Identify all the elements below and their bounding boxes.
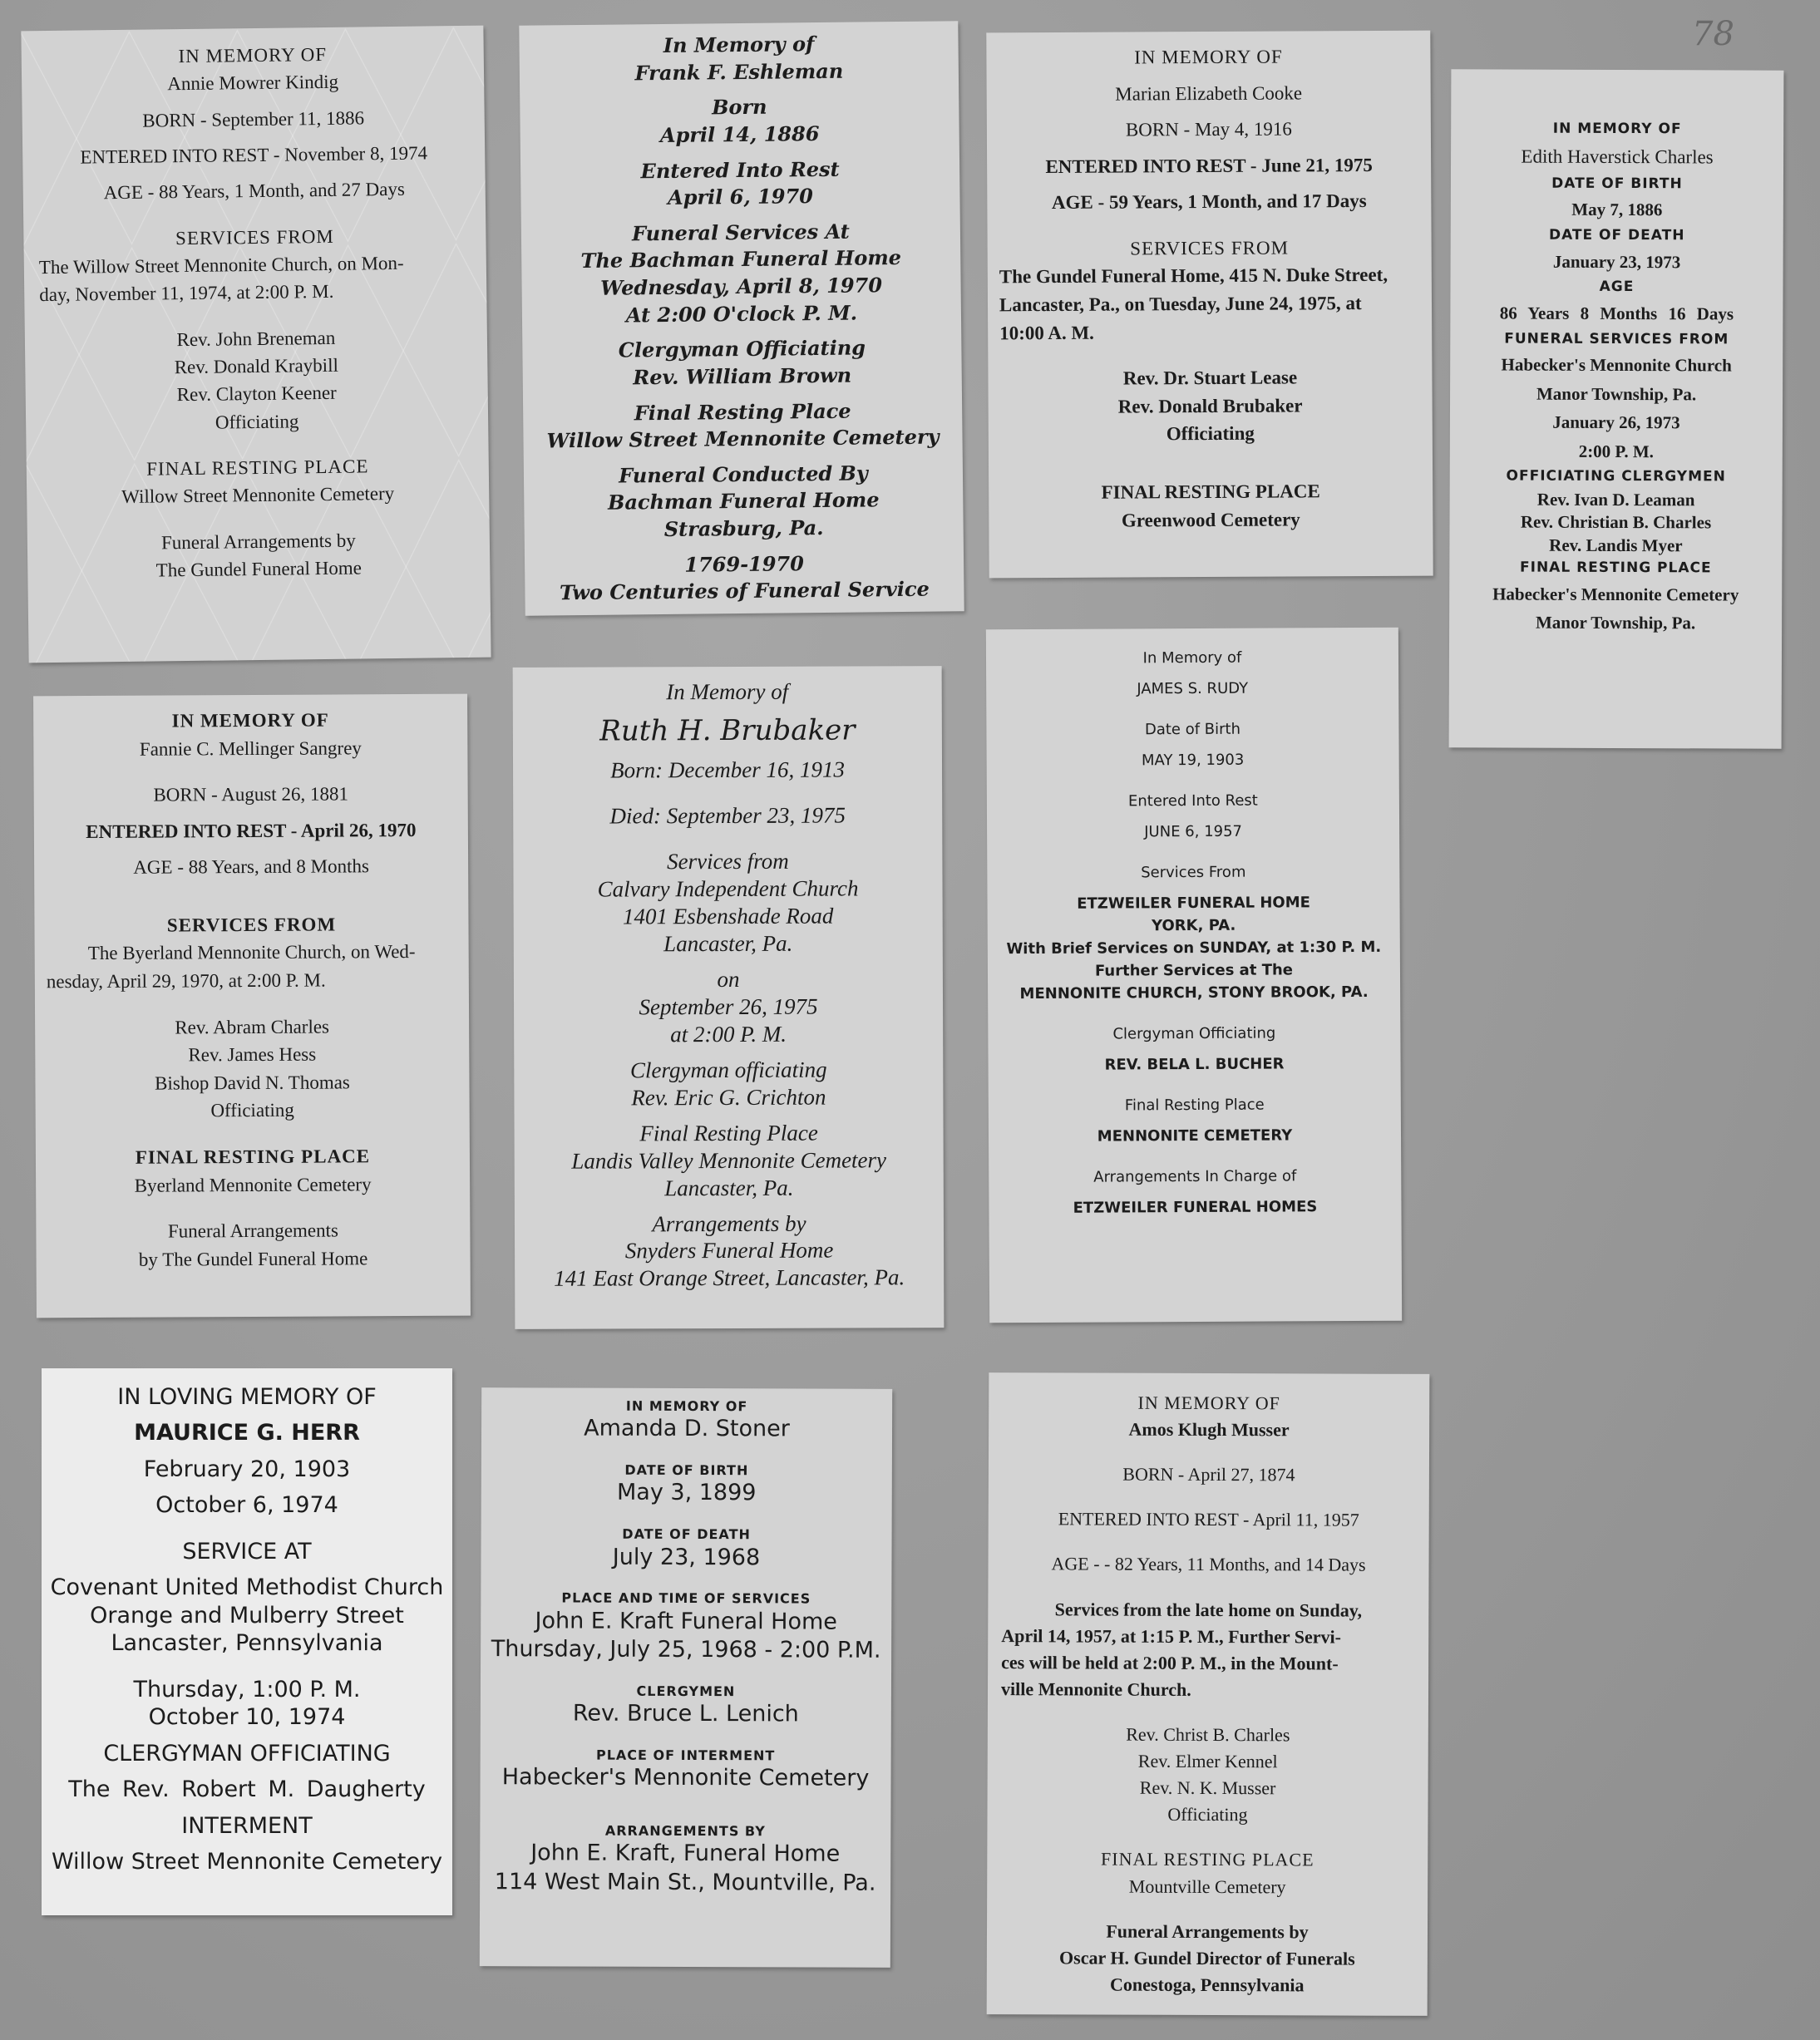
arrangements-label: Arrangements by (652, 1210, 806, 1236)
services-text: The Bachman Funeral Home (580, 245, 902, 273)
services-text: April 14, 1957, at 1:15 P. M., Further Servi- (1001, 1624, 1342, 1648)
clergy-name: Rev. Clayton Keener (176, 382, 337, 406)
services-heading: Services From (1141, 863, 1246, 882)
funeral-home-location: Conestoga, Pennsylvania (1109, 1973, 1305, 1996)
clergy-name: REV. BELA L. BUCHER (1104, 1055, 1285, 1074)
services-heading: SERVICES FROM (1130, 237, 1290, 259)
deceased-name: MAURICE G. HERR (134, 1420, 360, 1446)
memorial-card-charles (1449, 69, 1784, 748)
funeral-home: Snyders Funeral Home (624, 1238, 834, 1264)
services-text: 1401 Esbenshade Road (622, 903, 834, 929)
services-text: ces will be held at 2:00 P. M., in the Mount- (1001, 1651, 1339, 1674)
deceased-name: JAMES S. RUDY (1137, 679, 1249, 698)
funeral-home: by The Gundel Funeral Home (138, 1247, 368, 1270)
card-heading: IN MEMORY OF (178, 43, 328, 67)
services-text: Habecker's Mennonite Church (1501, 354, 1732, 376)
clergy-name: Rev. Dr. Stuart Lease (1122, 367, 1298, 389)
resting-place: Habecker's Mennonite Cemetery (1492, 584, 1739, 605)
deceased-name: Amos Klugh Musser (1128, 1418, 1290, 1441)
clergy-name: Rev. N. K. Musser (1139, 1776, 1276, 1799)
services-text: nesday, April 29, 1970, at 2:00 P. M. (46, 969, 326, 993)
clergy-heading: CLERGYMAN OFFICIATING (103, 1740, 391, 1767)
services-text: at 2:00 P. M. (670, 1021, 787, 1047)
memorial-card-kindig (21, 26, 491, 663)
memorial-card-cooke (986, 31, 1433, 579)
services-text: ETZWEILER FUNERAL HOME (1077, 894, 1310, 913)
death-date: ENTERED INTO REST - June 21, 1975 (1045, 154, 1373, 177)
resting-heading: FINAL RESTING PLACE (1101, 480, 1320, 503)
resting-place: Mountville Cemetery (1128, 1875, 1286, 1897)
services-date: October 10, 1974 (148, 1704, 346, 1731)
clergy-name: Rev. Christian B. Charles (1520, 511, 1712, 533)
resting-place: Habecker's Mennonite Cemetery (501, 1764, 870, 1791)
clergy-name: The Rev. Robert M. Daugherty (68, 1776, 426, 1803)
services-text: The Gundel Funeral Home, 415 N. Duke Street, (999, 264, 1388, 288)
memorial-card-herr (42, 1368, 452, 1915)
services-heading: SERVICE AT (182, 1538, 312, 1564)
services-text: Lancaster, Pennsylvania (111, 1630, 383, 1657)
resting-place: Byerland Mennonite Cemetery (134, 1173, 372, 1196)
card-heading: IN MEMORY OF (1137, 1392, 1280, 1414)
memorial-card-brubaker (513, 666, 945, 1329)
services-text: day, November 11, 1974, at 2:00 P. M. (39, 281, 334, 306)
services-text: Lancaster, Pa. (663, 930, 793, 957)
clergy-name: Rev. Eric G. Crichton (631, 1084, 826, 1111)
services-text: With Brief Services on SUNDAY, at 1:30 P. M. (1006, 938, 1382, 958)
resting-place: Willow Street Mennonite Cemetery (121, 483, 395, 508)
resting-heading: FINAL RESTING PLACE (135, 1146, 371, 1168)
arrangements-heading: ARRANGEMENTS BY (604, 1822, 766, 1839)
death-date: ENTERED INTO REST - November 8, 1974 (80, 142, 428, 168)
funeral-home-location: Strasburg, Pa. (663, 515, 824, 541)
rest-label: Entered Into Rest (640, 156, 840, 183)
clergy-name: Rev. John Breneman (176, 327, 336, 350)
resting-place: MENNONITE CEMETERY (1097, 1126, 1293, 1146)
services-text: 10:00 A. M. (999, 322, 1094, 343)
death-date: January 23, 1973 (1552, 251, 1681, 273)
services-text: The Byerland Mennonite Church, on Wed- (87, 941, 416, 964)
deceased-name: Ruth H. Brubaker (599, 713, 856, 748)
services-time: Thursday, 1:00 P. M. (133, 1676, 361, 1702)
clergy-name: Rev. James Hess (188, 1043, 317, 1066)
born-label: Born (711, 94, 767, 120)
funeral-home: Oscar H. Gundel Director of Funerals (1059, 1947, 1355, 1969)
funeral-home: Bachman Funeral Home (607, 487, 880, 515)
anniversary-years: 1769-1970 (684, 550, 805, 577)
birth-date: May 7, 1886 (1571, 200, 1663, 220)
resting-heading: Final Resting Place (634, 398, 851, 425)
death-date: Died: September 23, 1975 (609, 802, 846, 829)
card-heading: IN MEMORY OF (1552, 120, 1682, 138)
clergy-name: Rev. Donald Kraybill (174, 354, 339, 378)
birth-date: April 14, 1886 (659, 121, 820, 147)
services-heading: PLACE AND TIME OF SERVICES (561, 1589, 811, 1607)
card-heading: IN MEMORY OF (171, 709, 329, 732)
clergy-name: Bishop David N. Thomas (155, 1072, 350, 1094)
age: AGE - 59 Years, 1 Month, and 17 Days (1051, 190, 1367, 214)
memorial-card-rudy (986, 628, 1402, 1323)
deceased-name: Annie Mowrer Kindig (167, 71, 339, 95)
services-heading: Funeral Services At (631, 219, 850, 246)
clergy-heading: CLERGYMEN (636, 1683, 736, 1699)
birth-date: BORN - August 26, 1881 (153, 783, 348, 806)
card-heading: In Memory of (666, 678, 789, 705)
officiating-label: Officiating (215, 411, 299, 433)
clergy-heading: Clergyman Officiating (1112, 1024, 1276, 1043)
services-heading: SERVICES FROM (166, 914, 337, 936)
death-date: October 6, 1974 (155, 1492, 338, 1519)
age-heading: AGE (1599, 278, 1635, 296)
deceased-name: Marian Elizabeth Cooke (1115, 81, 1303, 105)
resting-heading: FINAL RESTING PLACE (146, 456, 369, 480)
memorial-card-stoner (480, 1387, 892, 1968)
birth-date: May 3, 1899 (616, 1480, 757, 1506)
arrangements-label: Funeral Arrangements (167, 1220, 338, 1242)
dod-heading: DATE OF DEATH (622, 1525, 751, 1543)
memorial-card-eshleman (519, 21, 964, 615)
clergy-name: Rev. Bruce L. Lenich (572, 1700, 799, 1727)
clergy-heading: Clergyman officiating (629, 1057, 827, 1083)
officiating-label: Officiating (210, 1100, 294, 1121)
services-text: Calvary Independent Church (597, 875, 859, 902)
clergy-name: Rev. Ivan D. Leaman (1536, 489, 1695, 510)
services-heading: SERVICES FROM (175, 225, 334, 249)
arrangements-label: Funeral Conducted By (619, 461, 868, 488)
services-heading: FUNERAL SERVICES FROM (1504, 330, 1729, 348)
deceased-name: Edith Haverstick Charles (1521, 145, 1714, 168)
card-heading: IN MEMORY OF (625, 1397, 748, 1415)
resting-place-location: Lancaster, Pa. (664, 1175, 794, 1200)
age: AGE - - 82 Years, 11 Months, and 14 Days (1051, 1553, 1366, 1576)
clergy-name: Rev. Elmer Kennel (1137, 1750, 1278, 1772)
resting-heading: FINAL RESTING PLACE (1520, 559, 1712, 577)
card-heading: In Memory of (663, 32, 815, 57)
death-date: ENTERED INTO REST - April 11, 1957 (1058, 1508, 1359, 1530)
resting-place: Willow Street Mennonite Cemetery (546, 424, 940, 453)
death-date: ENTERED INTO REST - April 26, 1970 (86, 819, 417, 842)
memorial-card-sangrey (33, 694, 471, 1318)
funeral-home: ETZWEILER FUNERAL HOMES (1073, 1198, 1318, 1217)
deceased-name: Amanda D. Stoner (584, 1416, 790, 1442)
services-heading: Services from (667, 849, 789, 875)
funeral-home: John E. Kraft, Funeral Home (530, 1840, 841, 1867)
services-text: Lancaster, Pa., on Tuesday, June 24, 1975, at (999, 293, 1362, 316)
death-date: July 23, 1968 (612, 1544, 761, 1570)
dod-heading: DATE OF DEATH (1548, 226, 1685, 244)
card-heading: In Memory of (1142, 648, 1242, 668)
interment-heading: INTERMENT (181, 1812, 313, 1839)
birth-date: February 20, 1903 (143, 1456, 351, 1482)
services-text: The Willow Street Mennonite Church, on Mon- (38, 252, 404, 278)
deceased-name: Fannie C. Mellinger Sangrey (139, 737, 362, 760)
age: AGE - 88 Years, and 8 Months (133, 855, 370, 879)
clergy-name: Rev. William Brown (633, 362, 852, 390)
funeral-home: The Gundel Funeral Home (155, 557, 363, 581)
resting-place-location: Manor Township, Pa. (1535, 612, 1696, 633)
dob-heading: Date of Birth (1144, 720, 1241, 739)
birth-date: BORN - September 11, 1886 (142, 107, 365, 131)
services-text: Orange and Mulberry Street (90, 1602, 404, 1629)
death-date: JUNE 6, 1957 (1144, 822, 1243, 841)
deceased-name: Frank F. Eshleman (634, 58, 844, 85)
resting-place: Greenwood Cemetery (1121, 508, 1300, 531)
dob-heading: DATE OF BIRTH (624, 1461, 749, 1479)
arrangements-label: Arrangements In Charge of (1093, 1167, 1297, 1186)
services-text: Manor Township, Pa. (1536, 383, 1697, 405)
funeral-home-address: 114 West Main St., Mountville, Pa. (494, 1868, 876, 1896)
birth-date: BORN - May 4, 1916 (1125, 118, 1292, 140)
services-text: January 26, 1973 (1552, 412, 1680, 433)
services-text: on (717, 966, 740, 993)
arrangements-label: Funeral Arrangements by (1106, 1920, 1309, 1943)
resting-place: Landis Valley Mennonite Cemetery (571, 1146, 887, 1174)
services-text: YORK, PA. (1152, 916, 1236, 935)
services-text: September 26, 1975 (639, 993, 818, 1020)
memorial-card-musser (987, 1372, 1430, 2016)
page-number: 78 (1692, 15, 1734, 53)
services-text: Services from the late home on Sunday, (1054, 1598, 1363, 1621)
officiating-label: Officiating (1167, 1804, 1248, 1826)
age: AGE - 88 Years, 1 Month, and 27 Days (103, 179, 405, 204)
clergy-name: Rev. Abram Charles (175, 1016, 330, 1038)
resting-heading: FINAL RESTING PLACE (1100, 1848, 1314, 1870)
clergy-name: Rev. Donald Brubaker (1117, 395, 1303, 417)
services-text: MENNONITE CHURCH, STONY BROOK, PA. (1019, 983, 1369, 1003)
services-text: John E. Kraft Funeral Home (535, 1607, 837, 1635)
services-text: Thursday, July 25, 1968 - 2:00 P.M. (491, 1636, 881, 1663)
age: 86 Years 8 Months 16 Days (1499, 303, 1734, 324)
resting-heading: Final Resting Place (1124, 1096, 1265, 1115)
resting-heading: Final Resting Place (639, 1120, 818, 1146)
arrangements-label: Funeral Arrangements by (160, 530, 356, 554)
clergy-heading: OFFICIATING CLERGYMEN (1506, 467, 1726, 485)
dob-heading: DATE OF BIRTH (1551, 175, 1683, 192)
services-text: Further Services at The (1094, 961, 1294, 980)
services-text: At 2:00 O'clock P. M. (625, 300, 858, 328)
anniversary-text: Two Centuries of Funeral Service (559, 576, 930, 605)
rest-heading: Entered Into Rest (1127, 791, 1258, 811)
death-date: April 6, 1970 (667, 184, 814, 210)
officiating-label: Officiating (1166, 423, 1255, 445)
birth-date: Born: December 16, 1913 (610, 756, 846, 783)
clergy-name: Rev. Landis Myer (1549, 535, 1683, 555)
services-text: ville Mennonite Church. (1000, 1678, 1191, 1700)
clergy-heading: Clergyman Officiating (618, 335, 866, 362)
services-text: Covenant United Methodist Church (50, 1574, 444, 1601)
clergy-name: Rev. Christ B. Charles (1126, 1723, 1290, 1746)
funeral-home-address: 141 East Orange Street, Lancaster, Pa. (554, 1264, 905, 1292)
birth-date: MAY 19, 1903 (1141, 751, 1245, 770)
card-heading: IN LOVING MEMORY OF (117, 1384, 377, 1410)
services-text: Wednesday, April 8, 1970 (600, 273, 883, 300)
card-heading: IN MEMORY OF (1134, 46, 1283, 68)
resting-place: Willow Street Mennonite Cemetery (51, 1849, 443, 1875)
interment-heading: PLACE OF INTERMENT (595, 1747, 776, 1764)
services-text: 2:00 P. M. (1578, 441, 1654, 461)
birth-date: BORN - April 27, 1874 (1122, 1463, 1295, 1486)
